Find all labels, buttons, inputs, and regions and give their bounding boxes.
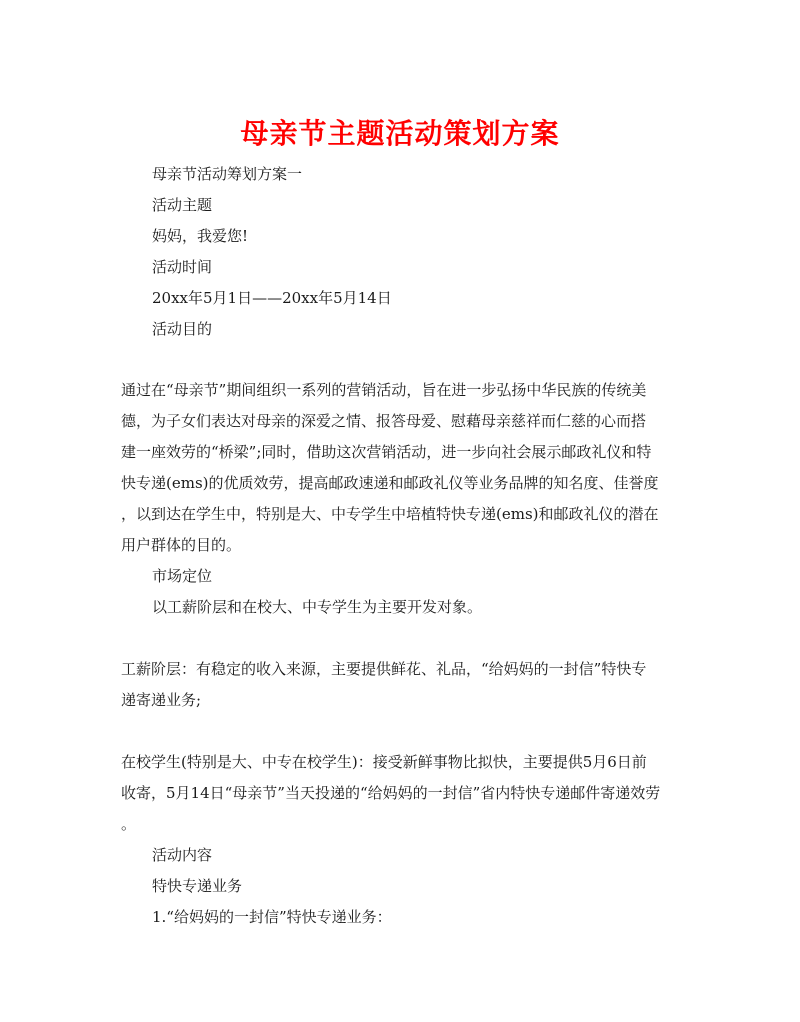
- paragraph-line: 以工薪阶层和在校大、中专学生为主要开发对象。: [152, 598, 483, 616]
- paragraph-line: 工薪阶层：有稳定的收入来源，主要提供鲜花、礼品，“给妈妈的一封信”特快专: [121, 660, 647, 678]
- section-heading: 活动目的: [152, 320, 213, 338]
- section-heading: 特快专递业务: [152, 877, 243, 895]
- document-title: 母亲节主题活动策划方案: [240, 117, 560, 150]
- section-heading: 市场定位: [152, 567, 213, 585]
- paragraph-line: 德，为子女们表达对母亲的深爱之情、报答母爱、慰藉母亲慈祥而仁慈的心而搭: [121, 412, 647, 430]
- section-heading: 活动内容: [152, 846, 213, 864]
- section-heading: 母亲节活动筹划方案一: [152, 165, 303, 183]
- paragraph-line: 收寄，5月14日“母亲节”当天投递的“给妈妈的一封信”省内特快专递邮件寄递效劳: [121, 784, 661, 802]
- paragraph-line: ，以到达在学生中，特别是大、中专学生中培植特快专递(ems)和邮政礼仪的潜在: [121, 505, 659, 523]
- paragraph-line: 在校学生(特别是大、中专在校学生)：接受新鲜事物比拟快，主要提供5月6日前: [121, 753, 647, 771]
- paragraph-line: 。: [121, 815, 137, 833]
- paragraph-line: 用户群体的目的。: [121, 536, 242, 554]
- paragraph-line: 通过在“母亲节”期间组织一系列的营销活动，旨在进一步弘扬中华民族的传统美: [121, 381, 647, 399]
- paragraph-line: 20xx年5月1日——20xx年5月14日: [152, 289, 392, 307]
- section-heading: 活动时间: [152, 258, 213, 276]
- paragraph-line: 递寄递业务;: [121, 691, 202, 709]
- list-item: 1.“给妈妈的一封信”特快专递业务：: [152, 908, 392, 926]
- section-heading: 活动主题: [152, 196, 213, 214]
- paragraph-line: 快专递(ems)的优质效劳，提高邮政速递和邮政礼仪等业务品牌的知名度、佳誉度: [121, 474, 659, 492]
- paragraph-line: 妈妈，我爱您!: [152, 227, 249, 245]
- paragraph-line: 建一座效劳的“桥梁”;同时，借助这次营销活动，进一步向社会展示邮政礼仪和特: [121, 443, 652, 461]
